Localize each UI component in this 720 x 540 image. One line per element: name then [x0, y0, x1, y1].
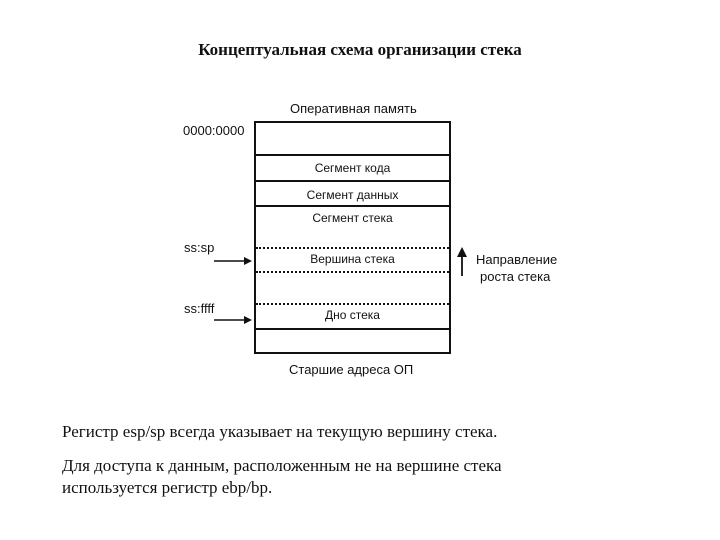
- note-line-3: используется регистр ebp/bp.: [62, 478, 273, 497]
- high-addresses-label: Старшие адреса ОП: [289, 362, 414, 377]
- stack-segment-label: Сегмент стека: [312, 211, 393, 225]
- stack-pointer-arrow: [214, 257, 252, 265]
- growth-direction-label-1: Направление: [476, 252, 558, 267]
- start-address-label: 0000:0000: [183, 123, 245, 138]
- page-title: Концептуальная схема организации стека: [198, 40, 522, 59]
- growth-direction-label-2: роста стека: [480, 269, 551, 284]
- stack-base-pointer-label: ss:ffff: [184, 301, 215, 316]
- data-segment-label: Сегмент данных: [306, 188, 399, 202]
- memory-label: Оперативная память: [290, 101, 417, 116]
- stack-bottom-label: Дно стека: [325, 308, 380, 322]
- stack-top-label: Вершина стека: [310, 252, 395, 266]
- stack-pointer-label: ss:sp: [184, 240, 215, 255]
- arrow-up-icon: [457, 247, 467, 276]
- note-line-1: Регистр esp/sp всегда указывает на текущую вершину стека.: [62, 422, 498, 441]
- note-line-2: Для доступа к данным, расположенным не на вершине стека: [62, 456, 502, 475]
- code-segment-label: Сегмент кода: [314, 161, 391, 175]
- stack-base-arrow: [214, 316, 252, 324]
